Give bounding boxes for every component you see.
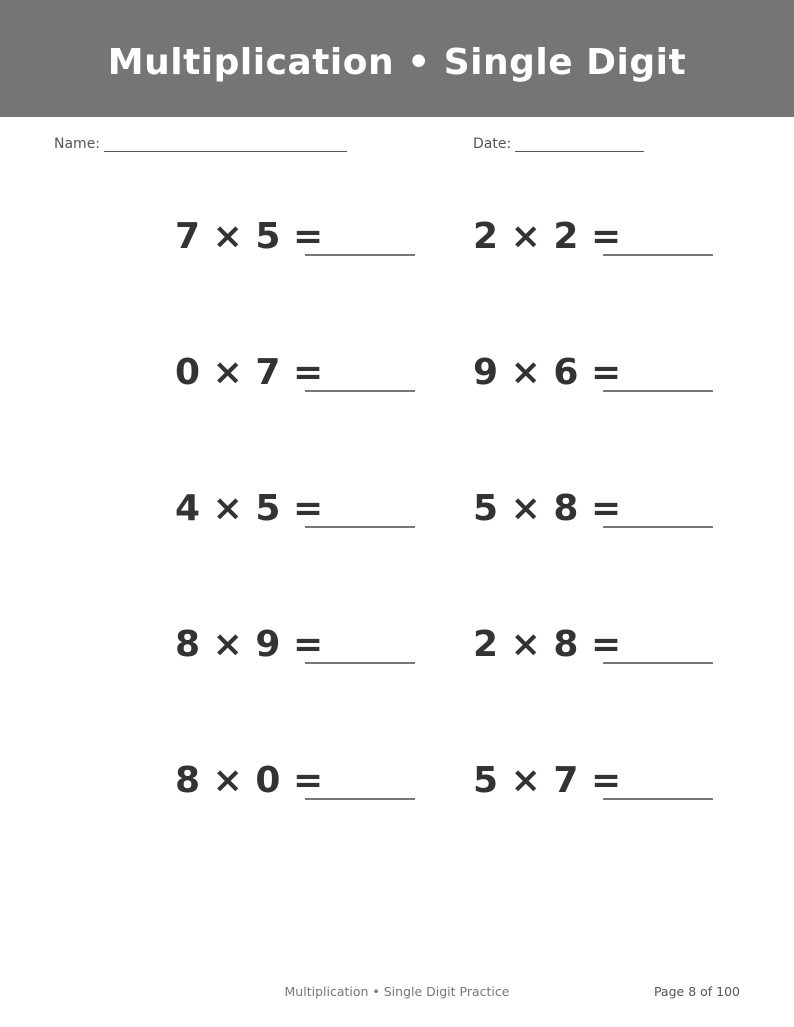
problem-expression: 8 × 9 = [175,624,324,665]
name-label: Name: [54,136,101,152]
answer-blank-line [305,254,415,256]
problem-expression: 5 × 8 = [473,488,622,529]
answer-blank-line [603,526,713,528]
page-number: Page 8 of 100 [653,984,740,999]
date-label: Date: [473,136,512,152]
answer-blank-line [305,390,415,392]
problem-6 [473,487,723,537]
answer-blank-line [603,254,713,256]
problem-9 [175,759,425,809]
problem-expression: 4 × 5 = [175,488,324,529]
problem-3 [175,351,425,401]
worksheet-title: Multiplication • Single Digit [107,42,687,83]
answer-blank-line [603,798,713,800]
answer-blank-line [603,662,713,664]
date-field [473,135,644,155]
answer-blank-line [603,390,713,392]
problem-8 [473,623,723,673]
problem-7 [175,623,425,673]
worksheet-header [0,0,794,117]
name-field [54,135,347,155]
problem-expression: 5 × 7 = [473,760,622,801]
answer-blank-line [305,798,415,800]
date-blank-line [515,135,644,152]
problem-1 [175,215,425,265]
problem-expression: 0 × 7 = [175,352,324,393]
problem-10 [473,759,723,809]
answer-blank-line [305,662,415,664]
problem-5 [175,487,425,537]
answer-blank-line [305,526,415,528]
problem-expression: 8 × 0 = [175,760,324,801]
problem-4 [473,351,723,401]
problem-expression: 9 × 6 = [473,352,622,393]
problem-2 [473,215,723,265]
problem-expression: 2 × 2 = [473,216,622,257]
problem-expression: 2 × 8 = [473,624,622,665]
problem-expression: 7 × 5 = [175,216,324,257]
name-blank-line [104,135,347,152]
footer-title: Multiplication • Single Digit Practice [284,984,510,999]
